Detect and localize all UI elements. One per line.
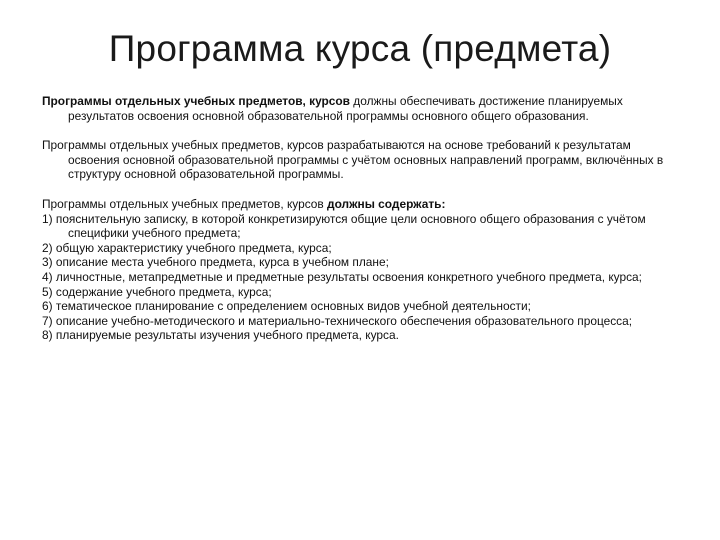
page-title: Программа курса (предмета): [108, 28, 612, 69]
paragraph-contents-lead: Программы отдельных учебных предметов, курсов: [42, 196, 328, 211]
list-item: 3) описание места учебного предмета, курса в учебном плане;: [42, 255, 389, 270]
paragraph-requirements-bold: Программы отдельных учебных предметов, курсов: [42, 94, 350, 108]
paragraph-contents-bold: должны содержать:: [327, 196, 446, 211]
spacer: [42, 123, 682, 138]
paragraph-requirements: [42, 94, 682, 123]
paragraph-contents-intro: [42, 197, 682, 212]
list-item: 6) тематическое планирование с определением основных видов учебной деятельности;: [42, 299, 531, 314]
list-item: 5) содержание учебного предмета, курса;: [42, 284, 272, 299]
list-item: 7) описание учебно-методического и материально-технического обеспечения образовательного процесса;: [42, 313, 633, 328]
paragraph-development: Программы отдельных учебных предметов, курсов разрабатываются на основе требований к результатам освоения основной образовательной программы с учётом основных направлений программ, включённых в структуру основной образовательной программы.: [42, 138, 664, 182]
list-item: 2) общую характеристику учебного предмета, курса;: [42, 240, 332, 255]
list-item: 4) личностные, метапредметные и предметные результаты освоения конкретного учебного предмета, курса;: [42, 269, 642, 284]
spacer: [42, 182, 682, 197]
list-item: 8) планируемые результаты изучения учебного предмета, курса.: [42, 328, 399, 343]
slide-content: [42, 94, 682, 343]
paragraph-requirements-rest: должны обеспечивать достижение планируемых результатов освоения основной образовательной программы основного общего образования.: [68, 94, 623, 123]
list-item: 1) пояснительную записку, в которой конкретизируются общие цели основного общего образования с учётом специфики учебного предмета;: [42, 211, 646, 241]
